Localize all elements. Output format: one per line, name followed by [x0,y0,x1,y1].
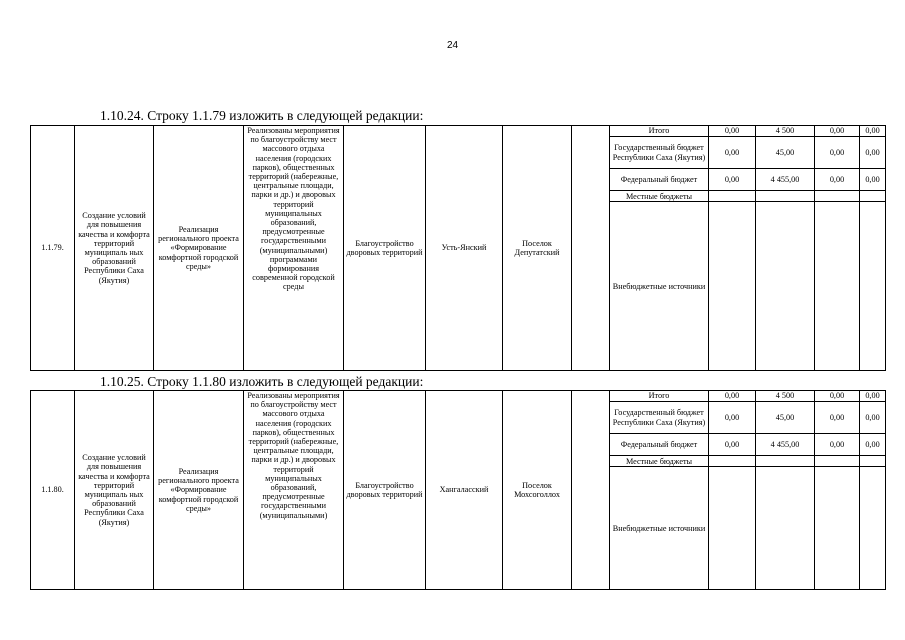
funding-source: Федеральный бюджет [610,169,709,191]
district-cell: Хангаласский [426,391,503,590]
funding-value [815,456,860,467]
funding-value: 0,00 [815,434,860,456]
funding-value: 0,00 [709,434,756,456]
project-cell: Реализация регионального проекта «Формирование комфортной городской среды» [154,126,244,371]
funding-value: 0,00 [860,137,886,169]
section-heading: 1.10.25. Строку 1.1.80 изложить в следующей редакции: [100,374,424,389]
funding-value [756,202,815,371]
extra-cell [572,126,610,371]
funding-value: 0,00 [860,391,886,402]
funding-value [709,456,756,467]
funding-value: 4 500 [756,126,815,137]
funding-source: Государственный бюджет Республики Саха (Якутия) [610,137,709,169]
funding-value [860,456,886,467]
funding-value: 4 455,00 [756,434,815,456]
funding-value [709,202,756,371]
funding-source: Внебюджетные источники [610,467,709,590]
record-table [30,390,886,590]
page-number: 24 [446,40,459,51]
funding-source: Местные бюджеты [610,456,709,467]
settlement-cell: Поселок Мохсоголлох [503,391,572,590]
section-heading: 1.10.24. Строку 1.1.79 изложить в следующей редакции: [100,108,424,123]
funding-value: 0,00 [709,391,756,402]
funding-value: 0,00 [815,391,860,402]
funding-value: 4 455,00 [756,169,815,191]
object-cell: Благоустройство дворовых территорий [344,391,426,590]
funding-value [709,191,756,202]
funding-value: 45,00 [756,402,815,434]
funding-value: 0,00 [860,434,886,456]
funding-value: 0,00 [860,402,886,434]
district-cell: Усть-Янский [426,126,503,371]
funding-value: 0,00 [815,137,860,169]
object-cell: Благоустройство дворовых территорий [344,126,426,371]
funding-value [815,467,860,590]
funding-value: 0,00 [815,126,860,137]
funding-value: 0,00 [860,169,886,191]
funding-value [756,191,815,202]
funding-source: Государственный бюджет Республики Саха (Якутия) [610,402,709,434]
funding-value [756,456,815,467]
funding-source: Местные бюджеты [610,191,709,202]
funding-value [860,202,886,371]
activity-cell: Реализованы мероприятия по благоустройству мест массового отдыха населения (городских парков), общественных территорий (набережные, центральные площади, парки и др.) и дворовых территорий муниципальных образований, предусмотренные государственными (муниципальными) [244,391,344,590]
funding-value: 0,00 [709,402,756,434]
record-table [30,125,886,371]
funding-value: 4 500 [756,391,815,402]
funding-value: 0,00 [815,402,860,434]
funding-value: 0,00 [709,126,756,137]
funding-source: Итого [610,126,709,137]
funding-source: Итого [610,391,709,402]
project-cell: Реализация регионального проекта «Формирование комфортной городской среды» [154,391,244,590]
settlement-cell: Поселок Депутатский [503,126,572,371]
row-number: 1.1.80. [31,391,75,590]
funding-value: 0,00 [860,126,886,137]
funding-value [860,467,886,590]
funding-source: Федеральный бюджет [610,434,709,456]
funding-value: 0,00 [709,169,756,191]
goal-cell: Создание условий для повышения качества и комфорта территорий муниципаль ных образований Республики Саха (Якутия) [75,126,154,371]
extra-cell [572,391,610,590]
funding-source: Внебюджетные источники [610,202,709,371]
funding-value: 45,00 [756,137,815,169]
funding-value [756,467,815,590]
funding-value [860,191,886,202]
goal-cell: Создание условий для повышения качества и комфорта территорий муниципаль ных образований Республики Саха (Якутия) [75,391,154,590]
activity-cell: Реализованы мероприятия по благоустройству мест массового отдыха населения (городских парков), общественных территорий (набережные, центральные площади, парки и др.) и дворовых территорий муниципальных образований, предусмотренные государственными (муниципальными) программами формирования современной городской среды [244,126,344,371]
funding-value: 0,00 [709,137,756,169]
funding-value: 0,00 [815,169,860,191]
funding-value [709,467,756,590]
funding-value [815,202,860,371]
row-number: 1.1.79. [31,126,75,371]
funding-value [815,191,860,202]
